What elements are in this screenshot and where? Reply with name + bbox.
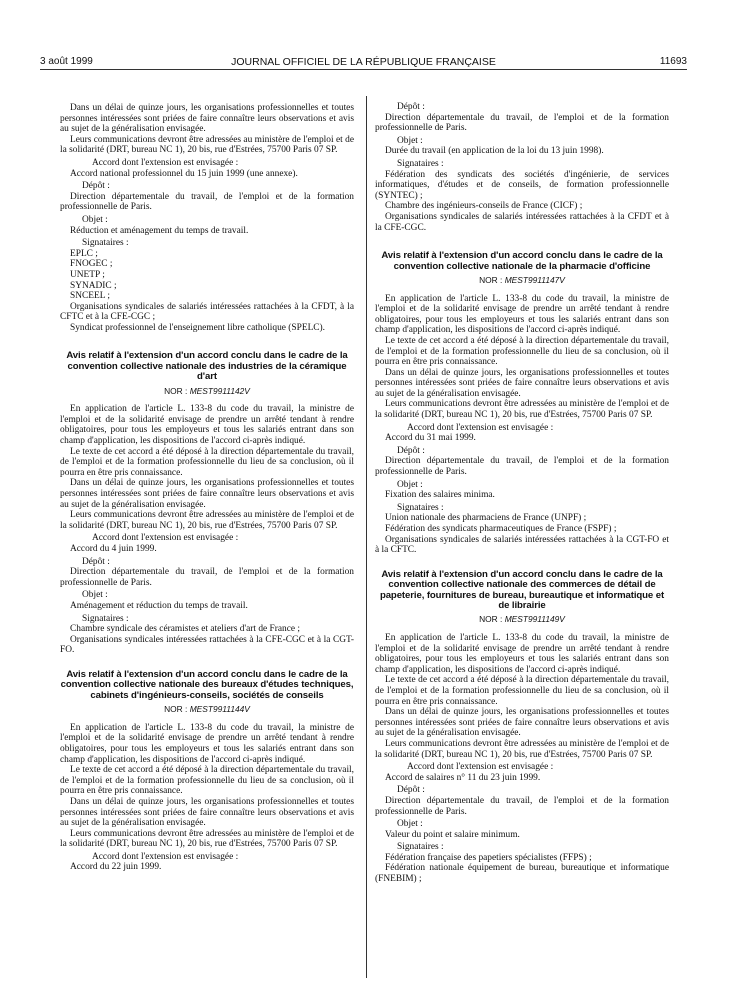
field-value: Accord du 31 mai 1999. <box>385 433 476 444</box>
notice-title: Avis relatif à l'extension d'un accord conclu dans le cadre de la convention collective nationale des industries de la céramique d'art <box>66 350 348 383</box>
column-divider <box>366 96 367 978</box>
field-value: Accord du 4 juin 1999. <box>70 544 157 554</box>
header-date: 3 août 1999 <box>40 56 93 67</box>
signatory: Syndicat professionnel de l'enseignement libre catholique (SPELC). <box>70 322 326 333</box>
field-value: Direction départementale du travail, de l'emploi et de la formation professionnelle de Paris. <box>60 191 354 213</box>
field-label: Accord dont l'extension est envisagée : <box>92 533 239 544</box>
signatory: Fédération nationale équipement de bureau, bureautique et informatique (FNEBIM) ; <box>375 863 669 885</box>
left-column <box>60 103 354 875</box>
signatory: Chambre syndicale des céramistes et ateliers d'art de France ; <box>70 624 300 635</box>
field-label: Dépôt : <box>397 785 425 796</box>
paragraph: Leurs communications devront être adressées au ministère de l'emploi et de la solidarité (DRT, bureau NC 1), 20 bis, rue d'Estrées, 75700 Paris 07 SP. <box>375 738 669 760</box>
field-label: Signataires : <box>82 238 129 249</box>
signatory: Fédération des syndicats des sociétés d'ingénierie, de services informatiques, d'études et de conseils, de formation professionnelle (SYNTEC) ; <box>375 169 669 201</box>
field-value: Aménagement et réduction du temps de travail. <box>70 600 248 611</box>
field-label: Objet : <box>397 479 423 490</box>
field-label: Signataires : <box>397 158 444 169</box>
notice-title: Avis relatif à l'extension d'un accord conclu dans le cadre de la convention collective nationale des commerces de détail de papeterie, fournitures de bureau, bureautique et informatique et de librairie <box>379 568 665 611</box>
field-label: Signataires : <box>397 502 444 513</box>
field-label: Accord dont l'extension est envisagée : <box>407 422 554 433</box>
signatory: Chambre des ingénieurs-conseils de France (CICF) ; <box>385 201 583 212</box>
signatory: SNCEEL ; <box>70 291 111 302</box>
header-rule <box>40 69 687 70</box>
journal-title: JOURNAL OFFICIEL DE LA RÉPUBLIQUE FRANÇAISE <box>231 56 496 68</box>
field-value: Direction départementale du travail, de l'emploi et de la formation professionnelle de Paris. <box>375 456 669 478</box>
field-label: Objet : <box>82 214 108 225</box>
field-value: Accord de salaires n° 11 du 23 juin 1999. <box>385 772 541 783</box>
paragraph: Dans un délai de quinze jours, les organisations professionnelles et toutes personnes intéressées sont priées de faire connaître leurs observations et avis au sujet de la généralisation envisagée. <box>60 796 354 829</box>
nor-reference: NOR : MESТ9911142V <box>164 385 250 396</box>
field-value: Direction départementale du travail, de l'emploi et de la formation professionnelle de Paris. <box>375 112 669 134</box>
field-value: Direction départementale du travail, de l'emploi et de la formation professionnelle de Paris. <box>60 567 354 588</box>
signatory: EPLC ; <box>70 248 98 259</box>
notice-title: Avis relatif à l'extension d'un accord conclu dans le cadre de la convention collective nationale de la pharmacie d'officine <box>381 250 663 272</box>
field-label: Dépôt : <box>82 181 110 192</box>
nor-reference: NOR : MEST9911147V <box>479 274 565 285</box>
field-label: Dépôt : <box>397 102 425 112</box>
paragraph: Le texte de cet accord a été déposé à la direction départementale du travail, de l'emploi et de la formation professionnelle du lieu de sa conclusion, où il pourra en être pris connaissance. <box>375 675 669 707</box>
signatory: Organisations syndicales intéressées rattachées à la CFE-CGC et à la CGT-FO. <box>60 634 354 656</box>
paragraph: Dans un délai de quinze jours, les organisations professionnelles et toutes personnes intéressées sont priées de faire connaître leurs observations et avis au sujet de la généralisation envisagée. <box>375 707 669 739</box>
field-label: Dépôt : <box>397 445 425 456</box>
paragraph: Leurs communications devront être adressées au ministère de l'emploi et de la solidarité (DRT, bureau NC 1), 20 bis, rue d'Estrées, 75700 Paris 07 SP. <box>60 510 354 531</box>
field-label: Objet : <box>397 135 423 146</box>
paragraph: Le texte de cet accord a été déposé à la direction départementale du travail, de l'emploi et de la formation professionnelle du lieu de sa conclusion, où il pourra en être pris connaissance. <box>60 446 354 478</box>
field-value: Valeur du point et salaire minimum. <box>385 829 520 840</box>
field-label: Objet : <box>397 819 423 830</box>
field-value: Fixation des salaires minima. <box>385 490 495 501</box>
page-header <box>40 56 687 70</box>
signatory: Fédération française des papetiers spécialistes (FFPS) ; <box>385 852 592 863</box>
paragraph: Dans un délai de quinze jours, les organisations professionnelles et toutes personnes intéressées sont priées de faire connaître leurs observations et avis au sujet de la généralisation envisagée. <box>60 103 354 135</box>
signatory: Organisations syndicales de salariés intéressées rattachées à la CFDT, à la CFTC et à la CFE-CGC ; <box>60 301 354 323</box>
paragraph: En application de l'article L. 133-8 du code du travail, la ministre de l'emploi et de la solidarité envisage de prendre un arrêté tendant à rendre obligatoires, pour tous les employeurs et tous les salariés entrant dans son champ d'application, les dispositions de l'accord ci-après indiqué. <box>375 633 669 675</box>
signatory: SYNADIC ; <box>70 280 117 291</box>
paragraph: En application de l'article L. 133-8 du code du travail, la ministre de l'emploi et de la solidarité envisage de prendre un arrêté tendant à rendre obligatoires, pour tous les employeurs et tous les salariés entrant dans son champ d'application, les dispositions de l'accord ci-après indiqué. <box>375 293 669 336</box>
signatory: Fédération des syndicats pharmaceutiques de France (FSPF) ; <box>385 524 617 534</box>
field-label: Signataires : <box>82 613 129 624</box>
signatory: FNOGEC ; <box>70 259 113 270</box>
field-label: Accord dont l'extension est envisagée : <box>92 157 239 168</box>
paragraph: En application de l'article L. 133-8 du code du travail, la ministre de l'emploi et de la solidarité envisage de prendre un arrêté tendant à rendre obligatoires, pour tous les employeurs et tous les salariés entrant dans son champ d'application, les dispositions de l'accord ci-après indiqué. <box>60 404 354 447</box>
signatory: Union nationale des pharmaciens de France (UNPF) ; <box>385 513 587 524</box>
field-label: Dépôt : <box>82 556 110 567</box>
field-value: Accord du 22 juin 1999. <box>70 862 162 873</box>
nor-reference: NOR : MEST9911144V <box>164 704 250 715</box>
field-value: Accord national professionnel du 15 juin 1999 (une annexe). <box>70 168 298 179</box>
field-label: Accord dont l'extension est envisagée : <box>92 851 239 862</box>
paragraph: Leurs communications devront être adressées au ministère de l'emploi et de la solidarité (DRT, bureau NC 1), 20 bis, rue d'Estrées, 75700 Paris 07 SP. <box>60 134 354 156</box>
paragraph: Leurs communications devront être adressées au ministère de l'emploi et de la solidarité (DRT, bureau NC 1), 20 bis, rue d'Estrées, 75700 Paris 07 SP. <box>60 828 354 850</box>
paragraph: En application de l'article L. 133-8 du code du travail, la ministre de l'emploi et de la solidarité envisage de prendre un arrêté tendant à rendre obligatoires, pour tous les employeurs et tous les salariés entrant dans son champ d'application, les dispositions de l'accord ci-après indiqué. <box>60 722 354 765</box>
signatory: UNETP ; <box>70 269 105 280</box>
paragraph: Dans un délai de quinze jours, les organisations professionnelles et toutes personnes intéressées sont priées de faire connaître leurs observations et avis au sujet de la généralisation envisagée. <box>375 367 669 399</box>
field-value: Durée du travail (en application de la loi du 13 juin 1998). <box>385 146 604 157</box>
paragraph: Leurs communications devront être adressées au ministère de l'emploi et de la solidarité (DRT, bureau NC 1), 20 bis, rue d'Estrées, 75700 Paris 07 SP. <box>375 399 669 421</box>
signatory: Organisations syndicales de salariés intéressées rattachées à la CGT-FO et à la CFTC. <box>375 534 669 556</box>
paragraph: Dans un délai de quinze jours, les organisations professionnelles et toutes personnes intéressées sont priées de faire connaître leurs observations et avis au sujet de la généralisation envisagée. <box>60 478 354 510</box>
paragraph: Le texte de cet accord a été déposé à la direction départementale du travail, de l'emploi et de la formation professionnelle du lieu de sa conclusion, où il pourra en être pris connaissance. <box>60 765 354 797</box>
paragraph: Le texte de cet accord a été déposé à la direction départementale du travail, de l'emploi et de la formation professionnelle du lieu de sa conclusion, où il pourra en être pris connaissance. <box>375 335 669 368</box>
field-label: Signataires : <box>397 842 444 853</box>
field-label: Accord dont l'extension est envisagée : <box>407 762 554 773</box>
signatory: Organisations syndicales de salariés intéressées rattachées à la CFDT et à la CFE-CGC. <box>375 211 669 233</box>
right-column <box>375 100 669 885</box>
field-value: Réduction et aménagement du temps de travail. <box>70 225 249 236</box>
notice-title: Avis relatif à l'extension d'un accord conclu dans le cadre de la convention collective nationale des bureaux d'études techniques, cabinets d'ingénieurs-conseils, sociétés de conseils <box>60 668 354 701</box>
nor-reference: NOR : MEST9911149V <box>479 614 565 625</box>
field-value: Direction départementale du travail, de l'emploi et de la formation professionnelle de Paris. <box>375 795 669 817</box>
page-number: 11693 <box>659 56 687 67</box>
field-label: Objet : <box>82 590 108 601</box>
